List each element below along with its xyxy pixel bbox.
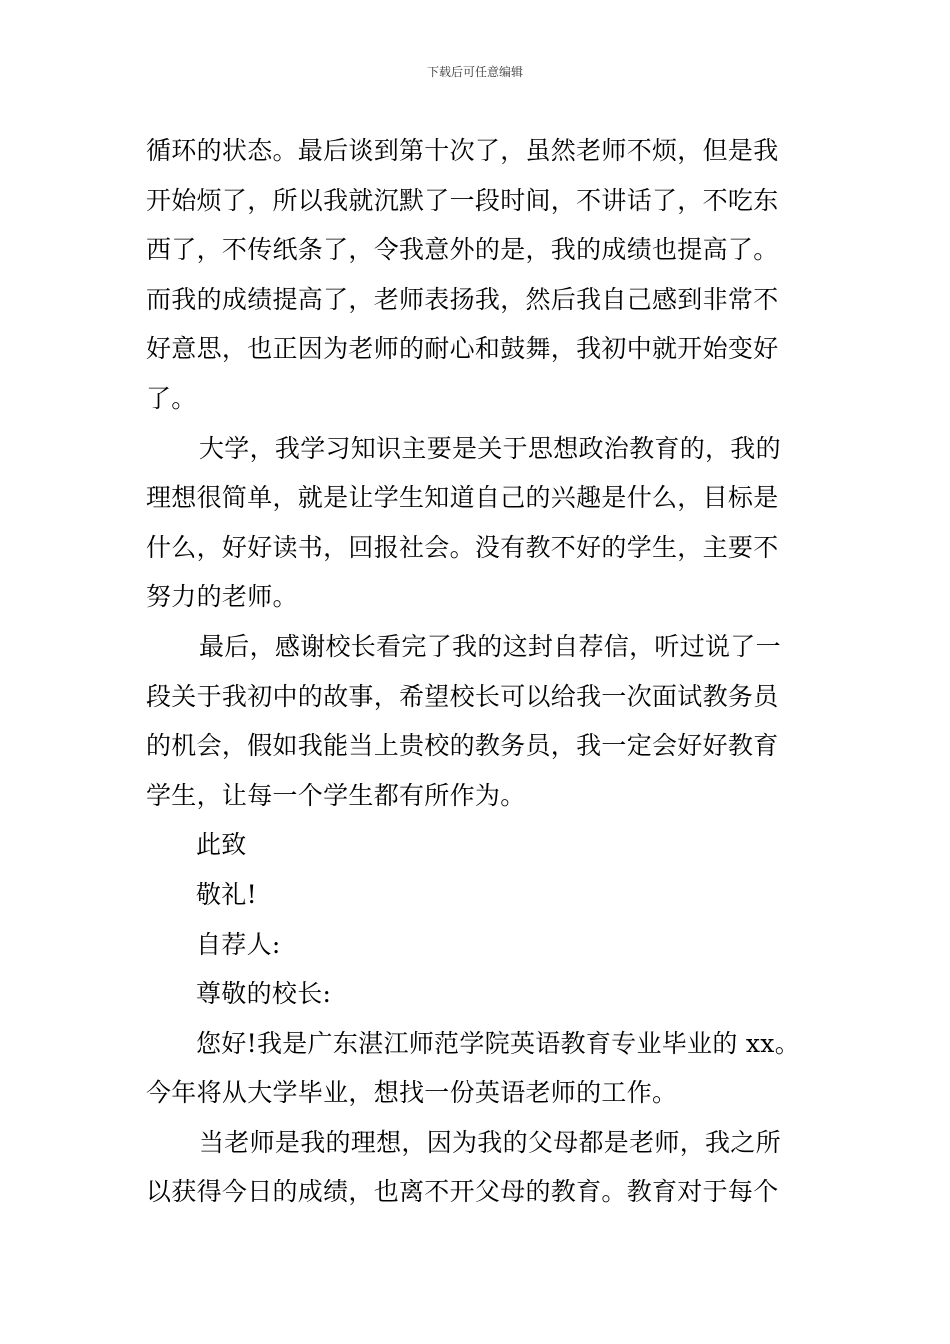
greeting-line: 尊敬的校长: <box>196 979 332 1009</box>
paragraph-start-line: 您好!我是广东湛江师范学院英语教育专业毕业的 xx。 <box>196 1028 800 1058</box>
signature-line: 自荐人: <box>196 929 281 959</box>
text-line: 学生，让每一个学生都有所作为。 <box>146 780 526 810</box>
text-line: 理想很简单，就是让学生知道自己的兴趣是什么，目标是 <box>146 483 779 513</box>
text-line: 了。 <box>146 383 197 413</box>
document-body <box>146 126 806 1217</box>
salutation-line: 敬礼! <box>196 879 257 909</box>
text-line: 而我的成绩提高了，老师表扬我，然后我自己感到非常不 <box>146 284 779 314</box>
paragraph-start-line: 大学，我学习知识主要是关于思想政治教育的，我的 <box>199 433 781 463</box>
text-line: 好意思，也正因为老师的耐心和鼓舞，我初中就开始变好 <box>146 334 779 364</box>
text-line: 段关于我初中的故事，希望校长可以给我一次面试教务员 <box>146 681 779 711</box>
text-line: 什么，好好读书，回报社会。没有教不好的学生，主要不 <box>146 532 779 562</box>
paragraph-start-line: 当老师是我的理想，因为我的父母都是老师，我之所 <box>199 1127 781 1157</box>
text-line: 西了，不传纸条了，令我意外的是，我的成绩也提高了。 <box>146 235 779 265</box>
text-line: 开始烦了，所以我就沉默了一段时间，不讲话了，不吃东 <box>146 185 779 215</box>
paragraph-start-line: 最后，感谢校长看完了我的这封自荐信，听过说了一 <box>199 631 781 661</box>
text-line: 循环的状态。最后谈到第十次了，虽然老师不烦，但是我 <box>146 136 779 165</box>
page-header-note: 下载后可任意编辑 <box>426 65 523 79</box>
text-line: 以获得今日的成绩，也离不开父母的教育。教育对于每个 <box>146 1177 779 1207</box>
text-line: 今年将从大学毕业，想找一份英语老师的工作。 <box>146 1078 678 1108</box>
closing-line: 此致 <box>196 830 247 860</box>
text-line: 的机会，假如我能当上贵校的教务员，我一定会好好教育 <box>146 731 779 761</box>
text-line: 努力的老师。 <box>146 582 298 612</box>
